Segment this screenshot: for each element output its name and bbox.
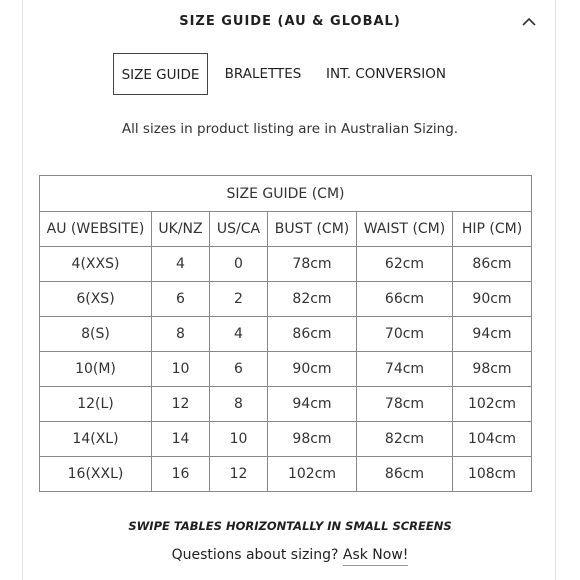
- table-row: [40, 317, 532, 352]
- table-cell: 102cm: [268, 457, 357, 492]
- table-cell: 10(M): [40, 352, 152, 387]
- table-cell: 70cm: [357, 317, 453, 352]
- table-cell: 82cm: [268, 282, 357, 317]
- table-cell: 74cm: [357, 352, 453, 387]
- table-caption-row: [40, 176, 532, 212]
- table-row: [40, 247, 532, 282]
- table-header-cell: BUST (CM): [268, 212, 357, 247]
- table-header-cell: HIP (CM): [453, 212, 532, 247]
- table-cell: 102cm: [453, 387, 532, 422]
- table-cell: 10: [210, 422, 268, 457]
- table-cell: 14(XL): [40, 422, 152, 457]
- table-cell: 10: [152, 352, 210, 387]
- table-row: [40, 457, 532, 492]
- swipe-hint: SWIPE TABLES HORIZONTALLY IN SMALL SCREENS: [128, 519, 452, 533]
- table-cell: 90cm: [453, 282, 532, 317]
- table-header-row: [40, 212, 532, 247]
- table-cell: 8: [210, 387, 268, 422]
- table-cell: 90cm: [268, 352, 357, 387]
- accordion-header[interactable]: [0, 0, 580, 44]
- table-cell: 98cm: [453, 352, 532, 387]
- accordion-title: SIZE GUIDE (AU & GLOBAL): [179, 14, 401, 29]
- chevron-up-icon[interactable]: [520, 13, 538, 31]
- table-header-cell: UK/NZ: [152, 212, 210, 247]
- table-cell: 6(XS): [40, 282, 152, 317]
- table-cell: 108cm: [453, 457, 532, 492]
- table-cell: 94cm: [268, 387, 357, 422]
- table-cell: 86cm: [453, 247, 532, 282]
- table-cell: 12: [210, 457, 268, 492]
- table-row: [40, 352, 532, 387]
- table-cell: 104cm: [453, 422, 532, 457]
- table-row: [40, 282, 532, 317]
- table-cell: 6: [210, 352, 268, 387]
- tab-size-guide[interactable]: SIZE GUIDE: [113, 53, 208, 95]
- table-cell: 98cm: [268, 422, 357, 457]
- table-cell: 0: [210, 247, 268, 282]
- table-cell: 12(L): [40, 387, 152, 422]
- size-guide-table: [39, 175, 532, 492]
- table-row: [40, 422, 532, 457]
- table-cell: 86cm: [357, 457, 453, 492]
- table-cell: 8(S): [40, 317, 152, 352]
- table-cell: 4(XXS): [40, 247, 152, 282]
- sizing-note: All sizes in product listing are in Australian Sizing.: [121, 121, 459, 137]
- table-caption: SIZE GUIDE (CM): [40, 176, 532, 212]
- table-cell: 94cm: [453, 317, 532, 352]
- table-cell: 12: [152, 387, 210, 422]
- table-cell: 6: [152, 282, 210, 317]
- table-cell: 8: [152, 317, 210, 352]
- tab-bralettes[interactable]: BRALETTES: [224, 66, 302, 82]
- table-cell: 16: [152, 457, 210, 492]
- table-cell: 78cm: [357, 387, 453, 422]
- table-cell: 16(XXL): [40, 457, 152, 492]
- sizing-question: [0, 547, 580, 563]
- table-header-cell: US/CA: [210, 212, 268, 247]
- table-cell: 86cm: [268, 317, 357, 352]
- table-cell: 66cm: [357, 282, 453, 317]
- ask-now-link[interactable]: Ask Now!: [343, 547, 409, 566]
- tab-int-conversion[interactable]: INT. CONVERSION: [326, 66, 446, 82]
- table-row: [40, 387, 532, 422]
- table-cell: 14: [152, 422, 210, 457]
- table-cell: 4: [210, 317, 268, 352]
- table-cell: 62cm: [357, 247, 453, 282]
- table-cell: 4: [152, 247, 210, 282]
- table-header-cell: WAIST (CM): [357, 212, 453, 247]
- table-header-cell: AU (WEBSITE): [40, 212, 152, 247]
- table-body: [40, 247, 532, 492]
- table-cell: 2: [210, 282, 268, 317]
- table-cell: 82cm: [357, 422, 453, 457]
- table-cell: 78cm: [268, 247, 357, 282]
- size-guide-tabs: [0, 53, 580, 95]
- question-text: Questions about sizing?: [171, 547, 339, 563]
